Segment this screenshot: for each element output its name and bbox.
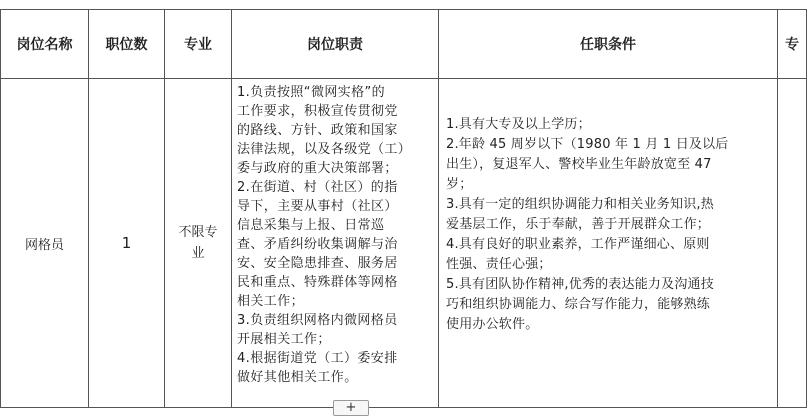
- requirement-line: 5.具有团队协作精神,优秀的表达能力及沟通技: [446, 277, 714, 292]
- duty-line: 工作要求，积极宣传贯彻党: [237, 104, 398, 119]
- duty-line: 法律法规，以及各级党（工）: [237, 142, 412, 157]
- duty-line: 1.负责按照“微网实格”的: [237, 85, 386, 100]
- major-line: 业: [191, 246, 205, 261]
- requirement-line: 岁；: [446, 177, 473, 192]
- header-duties: 岗位职责: [232, 10, 439, 79]
- requirement-line: 爱基层工作，乐于奉献，善于开展群众工作；: [446, 217, 711, 232]
- requirement-line: 出生），复退军人、警校毕业生年龄放宽至 47: [446, 157, 712, 172]
- table-header-row: [1, 10, 807, 79]
- cell-position-count: 1: [89, 79, 165, 408]
- add-row-button[interactable]: +: [333, 400, 369, 416]
- requirement-line: 使用办公软件。: [446, 317, 539, 332]
- duty-line: 安、安全隐患排查、服务居: [237, 256, 398, 271]
- duty-line: 委与政府的重大决策部署；: [237, 161, 398, 176]
- cell-position-name: 网格员: [1, 79, 89, 408]
- duty-line: 3.负责组织网格内微网格员: [237, 313, 398, 328]
- duty-line: 信息采集与上报、日常巡: [237, 218, 385, 233]
- cell-extra-cut-off: [778, 79, 807, 408]
- page-top-edge: [0, 0, 791, 9]
- duty-line: 4.根据街道党（工）委安排: [237, 351, 398, 366]
- major-line: 不限专: [178, 225, 218, 240]
- duty-line: 2.在街道、村（社区）的指: [237, 180, 398, 195]
- requirement-line: 4.具有良好的职业素养，工作严谨细心、原则: [446, 237, 710, 252]
- header-position-count: 职位数: [89, 10, 165, 79]
- duty-line: 的路线、方针、政策和国家: [237, 123, 398, 138]
- table-row: [1, 79, 807, 408]
- duty-line: 开展相关工作；: [237, 332, 331, 347]
- duty-line: 导下，主要从事村（社区）: [237, 199, 398, 214]
- cell-duties: [232, 79, 439, 408]
- duty-line: 查、矛盾纠纷收集调解与治: [237, 237, 398, 252]
- requirement-line: 2.年龄 45 周岁以下（1980 年 1 月 1 日及以后: [446, 137, 729, 152]
- header-position-name: 岗位名称: [1, 10, 89, 79]
- duty-line: 相关工作；: [237, 294, 305, 309]
- cell-major: [165, 79, 232, 408]
- requirement-line: 性强、责任心强；: [446, 257, 552, 272]
- header-major: 专业: [165, 10, 232, 79]
- cell-requirements: [439, 79, 778, 408]
- requirement-line: 巧和组织协调能力、综合写作能力，能够熟练: [446, 297, 711, 312]
- header-extra-cut-off: 专: [778, 10, 807, 79]
- job-table: [0, 9, 807, 408]
- requirement-line: 3.具有一定的组织协调能力和相关业务知识,热: [446, 197, 714, 212]
- duty-line: 做好其他相关工作。: [237, 370, 358, 385]
- duty-line: 民和重点、特殊群体等网格: [237, 275, 398, 290]
- requirement-line: 1.具有大专及以上学历；: [446, 117, 591, 132]
- header-requirements: 任职条件: [439, 10, 778, 79]
